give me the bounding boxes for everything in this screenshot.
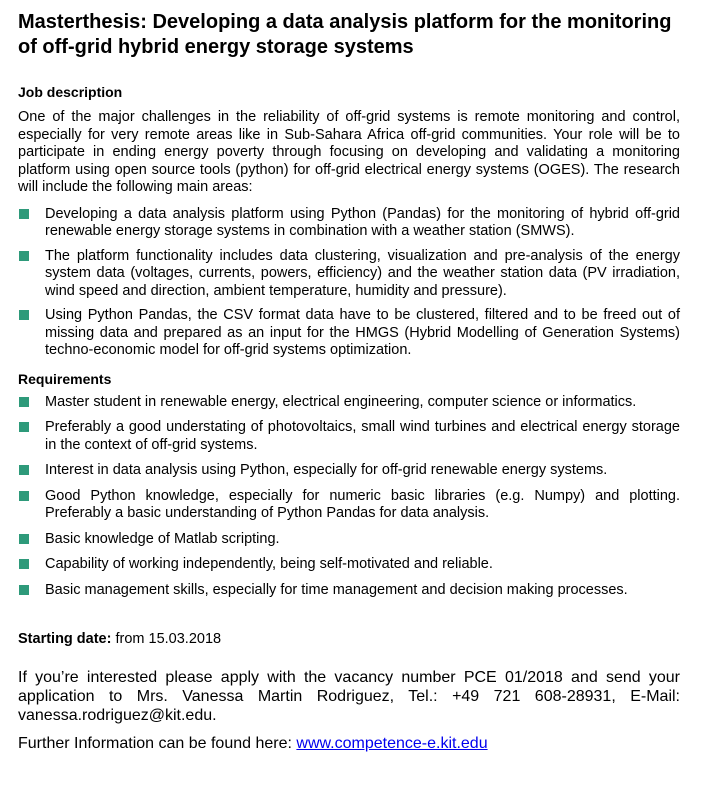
list-item <box>18 531 680 549</box>
starting-date-label: Starting date: <box>18 631 112 647</box>
list-item-text: Capability of working independently, being self-motivated and reliable. <box>45 556 493 572</box>
further-information <box>18 734 680 753</box>
list-item-text: Interest in data analysis using Python, especially for off-grid renewable energy systems. <box>45 462 608 478</box>
list-item <box>18 556 680 574</box>
list-item <box>18 394 680 412</box>
list-item-text: Preferably a good understating of photovoltaics, small wind turbines and electrical energy storage in the context of off-grid systems. <box>45 419 680 453</box>
job-description-list <box>18 206 680 360</box>
square-bullet-icon <box>19 422 29 432</box>
list-item-text: Master student in renewable energy, electrical engineering, computer science or informatics. <box>45 393 637 410</box>
list-item-text: Good Python knowledge, especially for numeric basic libraries (e.g. Numpy) and plotting. Preferably a basic understanding of Python Pandas for data analysis. <box>45 487 680 521</box>
starting-date <box>18 630 680 648</box>
list-item-text: Developing a data analysis platform using Python (Pandas) for the monitoring of hybrid off-grid renewable energy storage systems in combination with a weather station (SMWS). <box>45 205 680 239</box>
page-title: Masterthesis: Developing a data analysis platform for the monitoring of off-grid hybrid energy storage systems <box>18 11 672 58</box>
job-description-intro: One of the major challenges in the reliability of off-grid systems is remote monitoring and control, especially for very remote areas like in Sub-Sahara Africa off-grid communities. Your role will be to participate in ending energy poverty through focusing on developing and validating a monitoring platform using open source tools (python) for off-grid electrical energy systems (OGES). The research will include the following main areas: <box>18 109 680 195</box>
requirements-list <box>18 394 680 600</box>
list-item-text: Using Python Pandas, the CSV format data have to be clustered, filtered and to be freed out of missing data and prepared as an input for the HMGS (Hybrid Modelling of Generation Systems) techno-economic model for off-grid systems optimization. <box>45 307 680 358</box>
further-information-text: Further Information can be found here: <box>18 735 297 752</box>
list-item-text: Basic management skills, especially for time management and decision making processes. <box>45 581 628 598</box>
job-description-heading: Job description <box>18 84 123 100</box>
list-item <box>18 419 680 454</box>
requirements-heading: Requirements <box>18 370 112 387</box>
square-bullet-icon <box>19 491 29 501</box>
list-item <box>18 248 680 301</box>
square-bullet-icon <box>19 310 29 320</box>
square-bullet-icon <box>19 251 29 261</box>
square-bullet-icon <box>19 465 29 475</box>
list-item <box>18 462 680 480</box>
list-item <box>18 206 680 241</box>
square-bullet-icon <box>19 397 29 407</box>
website-link[interactable]: www.competence-e.kit.edu <box>296 735 488 752</box>
square-bullet-icon <box>19 585 29 595</box>
list-item <box>18 488 680 523</box>
square-bullet-icon <box>19 559 29 569</box>
list-item <box>18 582 680 600</box>
job-posting <box>18 10 680 753</box>
square-bullet-icon <box>19 209 29 219</box>
application-instructions: If you’re interested please apply with the vacancy number PCE 01/2018 and send your application to Mrs. Vanessa Martin Rodriguez, Tel.: +49 721 608-28931, E-Mail: vanessa.rodriguez@kit.edu. <box>18 669 680 724</box>
list-item-text: Basic knowledge of Matlab scripting. <box>45 530 280 547</box>
list-item <box>18 307 680 360</box>
list-item-text: The platform functionality includes data clustering, visualization and pre-analysis of the energy system data (voltages, currents, powers, efficiency) and the weather station data (PV irradiation, wind speed and direction, ambient temperature, humidity and pressure). <box>45 247 680 299</box>
starting-date-value: from 15.03.2018 <box>115 631 222 647</box>
square-bullet-icon <box>19 534 29 544</box>
